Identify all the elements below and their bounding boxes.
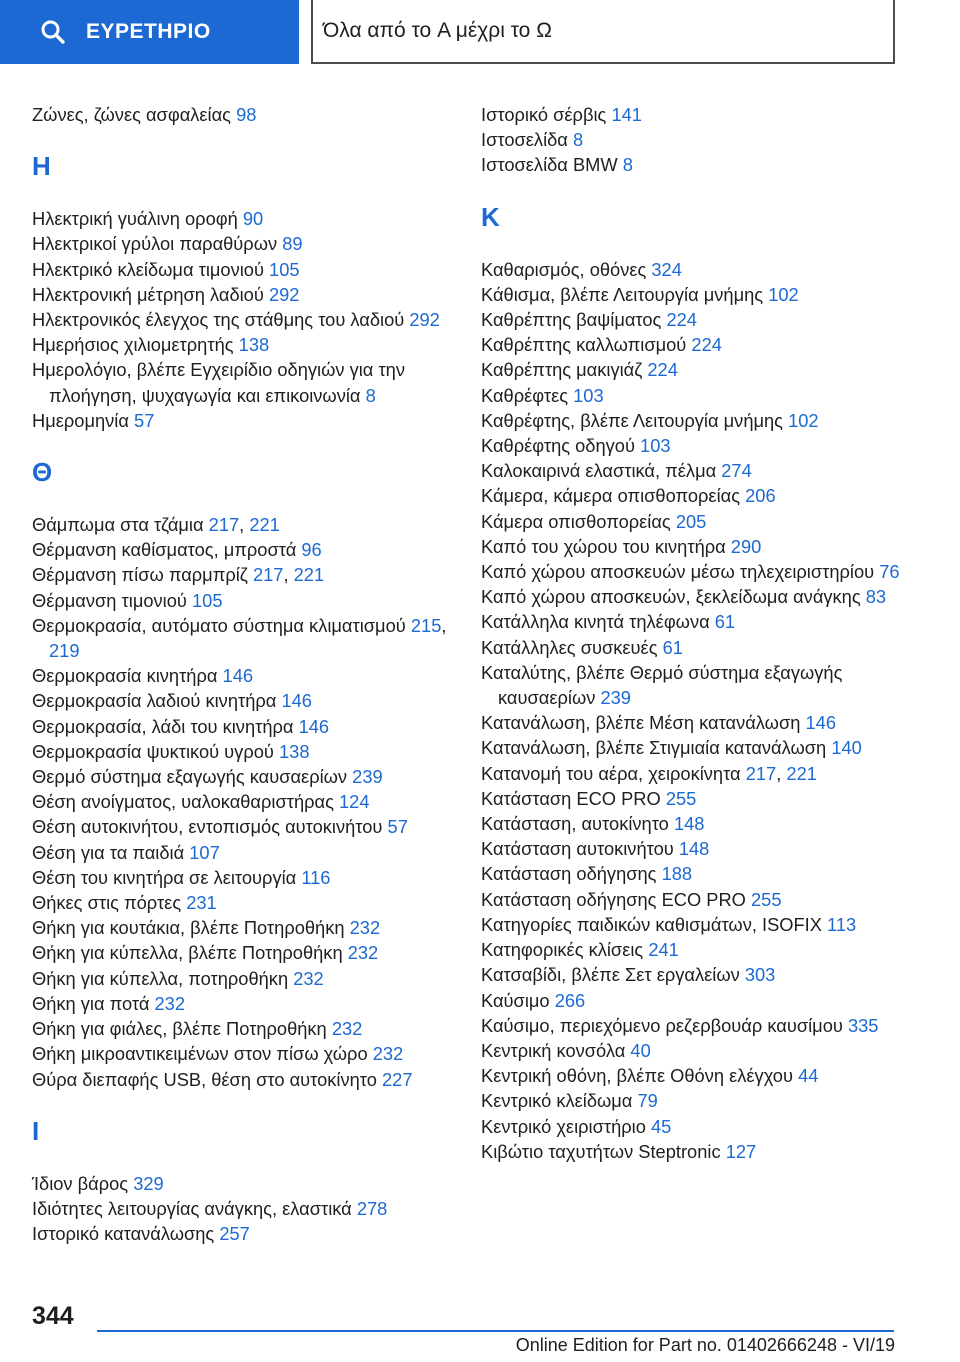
page-link[interactable]: 146 [805,712,837,734]
index-entry-text: Καπό χώρου αποσκευών, ξεκλείδωμα ανάγκης [481,586,861,608]
index-entry [481,483,921,508]
page-link[interactable]: 148 [678,838,710,860]
page-link[interactable]: 215 [410,614,442,636]
index-entry [481,710,921,735]
page-link[interactable]: 217 [252,564,284,586]
index-entry [481,433,921,458]
page-link[interactable]: 102 [768,283,799,305]
index-entry-text: Καλοκαιρινά ελαστικά, πέλμα [481,460,717,482]
page-link[interactable]: 57 [134,409,155,431]
section-letter: Θ [32,457,53,488]
index-entry [32,991,452,1016]
index-entry [481,609,921,634]
page-link[interactable]: 138 [238,334,270,356]
index-entry-text: Θέρμανση καθίσματος, μπροστά [32,539,297,561]
index-entry [481,282,921,307]
page-link[interactable]: 290 [730,535,762,557]
index-entry-text: Κεντρικό κλείδωμα [481,1090,633,1112]
page-ref-separator: , [283,564,294,586]
index-entry [481,937,921,962]
index-entry [481,988,921,1013]
index-entry-text: Θήκη για κουτάκια, βλέπε Ποτηροθήκη [32,917,345,939]
index-entry [481,761,921,786]
index-entry-text: Θήκη για κύπελλα, ποτηροθήκη [32,967,289,989]
page-link[interactable]: 138 [278,740,310,762]
page-link[interactable]: 221 [249,514,280,536]
page-link[interactable]: 324 [651,258,682,280]
page-link[interactable]: 292 [268,283,300,305]
index-entry [32,966,452,991]
page-link[interactable]: 217 [208,514,240,536]
page-link[interactable]: 76 [879,561,900,583]
index-entry-text: Κατάλληλα κινητά τηλέφωνα [481,611,710,633]
page-link[interactable]: 40 [630,1039,651,1061]
page-link[interactable]: 103 [640,435,671,457]
index-entry [32,739,452,764]
page-link[interactable]: 116 [301,866,331,888]
page-link[interactable]: 239 [352,766,383,788]
page-link[interactable]: 255 [750,888,782,910]
index-entry [32,102,452,127]
index-entry-text: Κατανάλωση, βλέπε Μέση κατανάλωση [481,712,801,734]
page-link[interactable]: 219 [49,640,80,662]
page-link[interactable]: 266 [554,989,586,1011]
index-entry-text: Καταλύτης, βλέπε Θερμό σύστημα εξαγωγής καυσαερίων [481,661,843,709]
page-link[interactable]: 44 [798,1065,819,1087]
page-link[interactable]: 148 [673,813,705,835]
index-entry [32,915,452,940]
section-letter: Κ [481,201,500,232]
index-entry [32,332,452,357]
index-column-left [32,102,452,1246]
index-entry-text: Κατσαβίδι, βλέπε Σετ εργαλείων [481,964,740,986]
page-link[interactable]: 231 [186,892,217,914]
index-entry [481,307,921,332]
page-link[interactable]: 232 [154,992,186,1014]
page-link[interactable]: 8 [572,129,584,151]
index-entry [481,836,921,861]
page-link[interactable]: 127 [725,1140,757,1162]
index-entry [481,152,921,177]
index-entry-text: Θήκη για κύπελλα, βλέπε Ποτηροθήκη [32,942,343,964]
index-entry [32,940,452,965]
index-entry-text: Θήκη για ποτά [32,992,150,1014]
index-entry-text: Καθρέφτης, βλέπε Λειτουργία μνήμης [481,409,783,431]
index-entry-text: Ημερήσιος χιλιομετρητής [32,334,234,356]
index-entry-text: Ηλεκτρική γυάλινη οροφή [32,208,238,230]
index-entry-text: Κεντρικό χειριστήριο [481,1115,646,1137]
index-entry-text: Θερμοκρασία, λάδι του κινητήρα [32,715,294,737]
index-entry [481,861,921,886]
top-navigation [0,0,960,68]
index-entry [481,102,921,127]
index-entry-text: Κεντρική οθόνη, βλέπε Οθόνη ελέγχου [481,1065,793,1087]
page-link[interactable]: 335 [847,1014,879,1036]
edition-note: Online Edition for Part no. 01402666248 - VI/19 [515,1335,895,1355]
index-entry-text: Ιστορικό κατανάλωσης [32,1223,215,1245]
index-entry-text: Κατηγορίες παιδικών καθισμάτων, ISOFIX [481,913,822,935]
index-entry-text: Θέρμανση τιμονιού [32,589,187,611]
footer-divider [97,1330,894,1332]
index-entry [32,206,452,231]
page-link[interactable]: 255 [665,787,697,809]
index-entry-text: Θύρα διεπαφής USB, θέση στο αυτοκίνητο [32,1068,377,1090]
page-link[interactable]: 113 [827,913,857,935]
index-entry-text: Κατανομή του αέρα, χειροκίνητα [481,762,741,784]
index-entry [481,584,921,609]
page-link[interactable]: 90 [242,208,264,230]
page-link[interactable]: 8 [365,384,376,406]
index-entry-text: Θερμοκρασία κινητήρα [32,665,218,687]
index-entry [32,613,452,663]
index-entry-text: Καπό του χώρου του κινητήρα [481,535,726,557]
index-entry-text: Κατάσταση οδήγησης ECO PRO [481,888,746,910]
page-link[interactable]: 89 [282,233,303,255]
index-entry [481,887,921,912]
index-entry-text: Θέση αυτοκινήτου, εντοπισμός αυτοκινήτου [32,816,383,838]
page-link[interactable]: 57 [387,816,408,838]
page-link[interactable]: 329 [133,1172,164,1194]
index-entry [481,811,921,836]
index-entry-text: Θέση για τα παιδιά [32,841,185,863]
index-entry [481,735,921,760]
index-entry [32,688,452,713]
index-entry [481,559,921,584]
index-entry-text: Κατάσταση ECO PRO [481,787,661,809]
page-link[interactable]: 105 [269,258,300,280]
atoz-tab-label: Όλα από το A μέχρι το Ω [323,19,552,42]
index-entry [32,1067,452,1092]
page-link[interactable]: 224 [691,334,722,356]
index-entry [481,912,921,937]
index-entry-text: Θέρμανση πίσω παρμπρίζ [32,564,248,586]
index-entry-text: Θέση του κινητήρα σε λειτουργία [32,866,297,888]
page-link[interactable]: 107 [189,841,220,863]
page-link[interactable]: 83 [865,586,887,608]
index-entry-text: Κατάλληλες συσκευές [481,636,658,658]
index-entry [32,537,452,562]
index-entry-text: Καθρέφτης οδηγού [481,435,635,457]
index-entry [32,1221,452,1246]
index-entry [481,408,921,433]
index-entry [481,1013,921,1038]
index-entry [481,458,921,483]
index-entry-text: Θερμό σύστημα εξαγωγής καυσαερίων [32,766,348,788]
page-link[interactable]: 96 [301,539,322,561]
index-entry-text: Ιδιότητες λειτουργίας ανάγκης, ελαστικά [32,1197,352,1219]
index-entry [481,257,921,282]
page-link[interactable]: 146 [298,715,330,737]
index-entry-text: Κατάσταση αυτοκινήτου [481,838,674,860]
index-entry-text: Κάμερα, κάμερα οπισθοπορείας [481,485,741,507]
index-entry-text: Ιστορικό σέρβις [481,104,607,125]
page-link[interactable]: 232 [372,1043,404,1065]
index-entry-text: Ηλεκτρονικός έλεγχος της στάθμης του λαδιού [32,309,405,331]
index-entry [481,1088,921,1113]
page-link[interactable]: 206 [745,485,776,507]
index-entry [32,890,452,915]
page-ref-separator: , [441,614,447,636]
index-tab[interactable] [0,0,299,64]
page-link[interactable]: 224 [666,309,697,331]
page-link[interactable]: 146 [222,665,254,687]
index-entry-text: Ηλεκτρικοί γρύλοι παραθύρων [32,233,278,255]
index-entry [481,1114,921,1139]
index-entry-text: Κιβώτιο ταχυτήτων Steptronic [481,1140,721,1162]
page-link[interactable]: 79 [637,1090,658,1112]
index-entry-text: Ηλεκτρικό κλείδωμα τιμονιού [32,258,264,280]
index-entry [481,357,921,382]
index-tab-label: ΕΥΡΕΤΗΡΙΟ [86,20,211,43]
index-entry [32,1016,452,1041]
index-entry [32,588,452,613]
index-entry-text: Καπό χώρου αποσκευών μέσω τηλεχειριστηρίου [481,561,875,583]
index-entry-text: Θήκες στις πόρτες [32,892,182,914]
page-link[interactable]: 188 [661,863,693,885]
index-entry [32,231,452,256]
index-entry-text: Ιστοσελίδα [481,129,568,151]
search-icon [40,19,66,45]
index-entry [32,1171,452,1196]
page-link[interactable]: 102 [788,409,819,431]
index-entry-text: Καθρέπτης μακιγιάζ [481,359,643,381]
index-entry-text: Κεντρική κονσόλα [481,1039,626,1061]
page-link[interactable]: 105 [192,589,223,611]
page-ref-separator: , [776,762,787,784]
index-entry [32,307,452,332]
index-entry [32,257,452,282]
index-entry [32,814,452,839]
index-entry [481,1038,921,1063]
index-entry-text: Καθρέφτες [481,384,569,406]
index-entry-text: Κάμερα οπισθοπορείας [481,510,671,532]
page-link[interactable]: 141 [611,104,642,125]
index-entry-text: Κάθισμα, βλέπε Λειτουργία μνήμης [481,283,764,305]
index-entry [32,357,452,407]
index-entry [32,714,452,739]
index-entry-text: Κατηφορικές κλίσεις [481,939,644,961]
page-link[interactable]: 45 [651,1115,672,1137]
page-link[interactable]: 239 [600,687,631,709]
index-entry-text: Ίδιον βάρος [32,1172,129,1194]
page-link[interactable]: 257 [219,1223,250,1245]
index-entry-text: Θερμοκρασία, αυτόματο σύστημα κλιματισμού [32,614,406,636]
page-link[interactable]: 227 [382,1068,413,1090]
index-entry-text: Ηλεκτρονική μέτρηση λαδιού [32,283,264,305]
index-entry-text: Θερμοκρασία ψυκτικού υγρού [32,740,274,762]
page-link[interactable]: 232 [293,967,324,989]
page-link[interactable]: 103 [573,384,604,406]
index-entry-text: Ημερομηνία [32,409,129,431]
index-entry [481,635,921,660]
index-entry-text: Καύσιμο, περιεχόμενο ρεζερβουάρ καυσίμου [481,1014,843,1036]
page-link[interactable]: 221 [293,564,325,586]
index-entry [32,408,452,433]
index-entry [32,562,452,587]
index-entry-text: Θέση ανοίγματος, υαλοκαθαριστήρας [32,791,334,813]
index-entry-text: Κατανάλωση, βλέπε Στιγμιαία κατανάλωση [481,737,827,759]
index-entry-text: Θήκη για φιάλες, βλέπε Ποτηροθήκη [32,1018,327,1040]
index-entry-text: Θήκη μικροαντικειμένων στον πίσω χώρο [32,1043,368,1065]
index-column-right [481,102,921,1164]
page-link[interactable]: 61 [662,636,683,658]
page-link[interactable]: 303 [744,964,776,986]
index-entry [481,534,921,559]
index-entry [32,764,452,789]
page-link[interactable]: 221 [786,762,817,784]
index-entry-text: Ιστοσελίδα BMW [481,154,618,176]
index-entry [481,1063,921,1088]
page-link[interactable]: 274 [721,460,752,482]
index-entry [32,840,452,865]
section-letter: Ι [32,1115,40,1146]
index-entry [481,509,921,534]
page-link[interactable]: 140 [831,737,862,759]
page-link[interactable]: 61 [714,611,736,633]
section-letter: Η [32,151,51,182]
page-link[interactable]: 232 [331,1018,363,1040]
index-entry-text: Κατάσταση, αυτοκίνητο [481,813,669,835]
page-link[interactable]: 217 [745,762,777,784]
page-number: 344 [32,1302,74,1330]
index-entry [481,660,921,710]
page-link[interactable]: 8 [622,154,633,176]
index-entry-text: Ζώνες, ζώνες ασφαλείας [32,104,231,125]
index-entry [481,127,921,152]
index-entry-text: Θάμπωμα στα τζάμια [32,514,204,536]
index-entry-text: Ημερολόγιο, βλέπε Εγχειρίδιο οδηγιών για την πλοήγηση, ψυχαγωγία και επικοινωνία [32,359,405,406]
page-link[interactable]: 98 [236,104,257,125]
index-entry-text: Καθαρισμός, οθόνες [481,258,647,280]
index-entry-text: Καθρέπτης καλλωπισμού [481,334,687,356]
index-entry [481,332,921,357]
index-entry [481,1139,921,1164]
index-entry-text: Καύσιμο [481,989,550,1011]
index-entry [32,1041,452,1066]
index-entry [481,383,921,408]
index-entry [32,865,452,890]
atoz-tab[interactable] [311,0,895,64]
page-link[interactable]: 224 [647,359,678,381]
index-entry [32,663,452,688]
page-link[interactable]: 241 [648,939,679,961]
index-entry [32,512,452,537]
page-ref-separator: , [239,514,250,536]
index-entry [32,789,452,814]
page-link[interactable]: 278 [356,1197,388,1219]
index-entry [481,786,921,811]
index-entry-text: Κατάσταση οδήγησης [481,863,657,885]
page-link[interactable]: 232 [347,942,379,964]
page-link[interactable]: 205 [675,510,707,532]
page-link[interactable]: 292 [409,309,440,331]
index-entry [32,1196,452,1221]
page-link[interactable]: 232 [349,917,381,939]
index-entry-text: Καθρέπτης βαψίματος [481,309,662,331]
index-entry [32,282,452,307]
index-entry [481,962,921,987]
page-link[interactable]: 146 [281,690,312,712]
index-entry-text: Θερμοκρασία λαδιού κινητήρα [32,690,277,712]
page-link[interactable]: 124 [339,791,370,813]
